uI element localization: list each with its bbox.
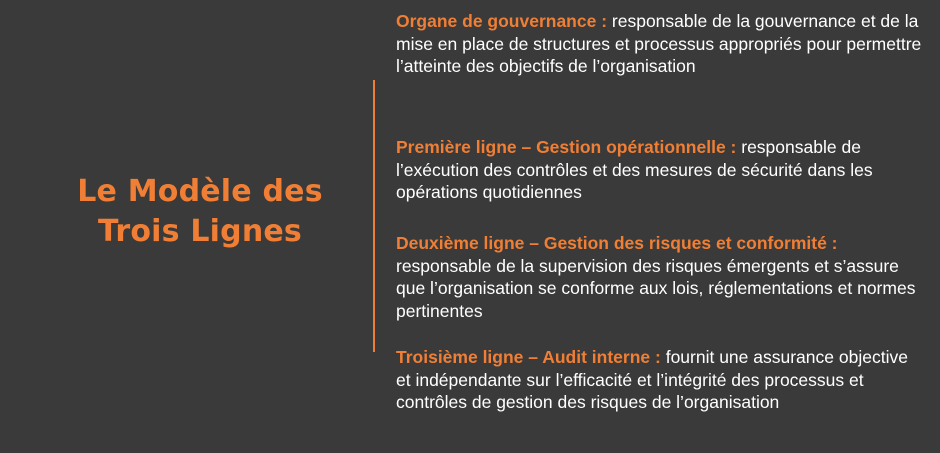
third-line-term: Troisième ligne – Audit interne : (396, 347, 661, 367)
first-line-item (396, 136, 926, 204)
governance-body-item (396, 10, 926, 78)
vertical-divider (373, 80, 375, 352)
third-line-description: fournit une assurance objective et indépendante sur l’efficacité et l’intégrité des processus et contrôles de gestion des risques de l’organisation (396, 347, 908, 412)
first-line-description: responsable de l’exécution des contrôles et des mesures de sécurité dans les opérations quotidiennes (396, 137, 873, 202)
slide-title (40, 172, 360, 252)
first-line-term: Première ligne – Gestion opérationnelle : (396, 137, 737, 157)
slide-title-line-1: Le Modèle des (77, 174, 323, 209)
governance-body-term: Organe de gouvernance : (396, 11, 608, 31)
second-line-item (396, 232, 926, 322)
governance-body-description: responsable de la gouvernance et de la mise en place de structures et processus appropriés pour permettre l’atteinte des objectifs de l’organisation (396, 11, 922, 76)
third-line-item (396, 346, 926, 414)
second-line-term: Deuxième ligne – Gestion des risques et conformité : (396, 233, 838, 253)
slide-title-line-2: Trois Lignes (98, 214, 302, 249)
second-line-description: responsable de la supervision des risques émergents et s’assure que l’organisation se conforme aux lois, réglementations et normes pertinentes (396, 255, 916, 321)
